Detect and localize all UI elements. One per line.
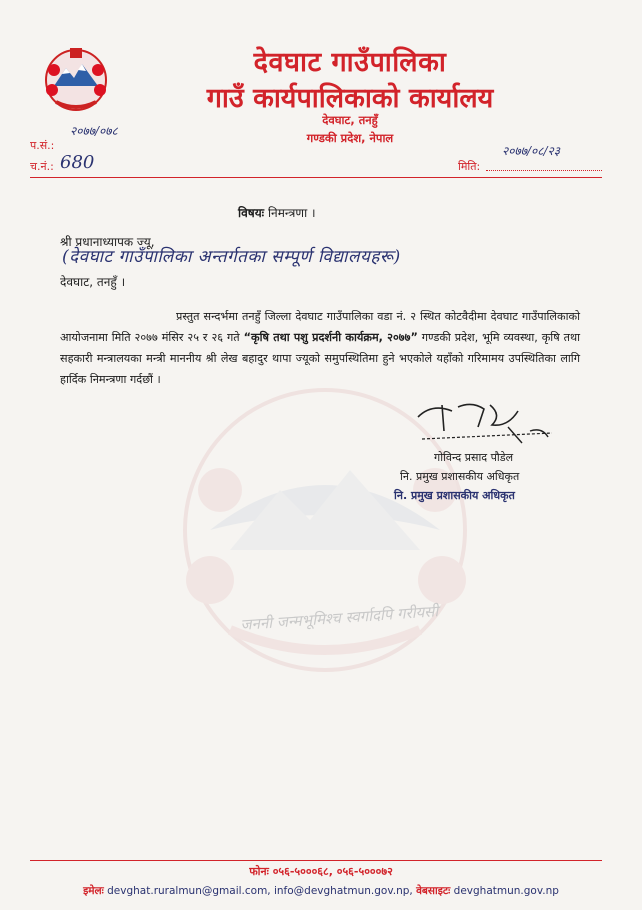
header-divider [30,177,602,178]
org-name: देवघाट गाउँपालिका [253,47,447,78]
footer-contact [0,884,642,898]
para-part-2: गण्डकी प्रदेश, भूमि व्यवस्था, कृषि तथा सहकारी मन्त्रालयका मन्त्री माननीय श्री लेख बहादुर थापा ज्यूको समुपस्थितिमा हुने भएकोले यहाँको गरिमामय उपस्थितिका लागि हार्दिक निमन्त्रणा गर्दछौं । [60,331,581,386]
subject-line [238,204,316,221]
addressee-line-1: श्री प्रधानाध्यापक ज्यू, [60,235,155,249]
date-dotted-line [486,170,602,171]
footer-phone: फोनः ०५६-५०००६८, ०५६-५०००७२ [249,865,393,878]
date-label: मिति: [458,160,481,173]
chalan-number-value: 680 [60,152,95,173]
signatory-name: गोविन्द प्रसाद पौडेल [434,451,514,464]
office-name: गाउँ कार्यपालिकाको कार्यालय [206,83,494,114]
subject-label: विषयः [238,206,265,220]
watermark-motto: जननी जन्मभूमिश्च स्वर्गादपि गरीयसी [239,602,439,634]
signatory-title: नि. प्रमुख प्रशासकीय अधिकृत [400,470,520,483]
event-name: “कृषि तथा पशु प्रदर्शनी कार्यक्रम, २०७७” [243,331,418,344]
subject-text: निमन्त्रणा । [267,206,316,220]
address-line-1: देवघाट, तनहुँ [322,113,378,127]
date-value: २०७७/०८/२३ [502,144,561,158]
website-value: devghatmun.gov.np [453,885,559,897]
signature-scrawl [412,397,562,445]
para-part-1: प्रस्तुत सन्दर्भमा तनहुँ जिल्ला देवघाट गाउँपालिका वडा नं. २ स्थित कोटवैदीमा देवघाट गाउँपालिकाको आयोजनामा मिति २०७७ मंसिर २५ र २६ गते [60,310,580,344]
website-label: वेबसाइटः [416,885,451,897]
footer-divider [30,860,602,861]
ref-number-label: प.सं.: [30,139,55,152]
addressee-line-3: देवघाट, तनहुँ । [60,275,126,289]
nepal-emblem-icon [40,44,112,114]
addressee-handwritten: (देवघाट गाउँपालिका अन्तर्गतका सम्पूर्ण विद्यालयहरू) [62,247,401,267]
email-value: devghat.ruralmun@gmail.com, info@devghatmun.gov.np, [107,885,413,897]
ref-number-value: २०७७/०७८ [70,124,118,138]
chalan-number-label: च.नं.: [30,160,54,173]
body-paragraph [60,306,580,390]
address-line-2: गण्डकी प्रदेश, नेपाल [306,131,394,145]
email-label: इमेलः [83,885,104,897]
official-stamp: नि. प्रमुख प्रशासकीय अधिकृत [394,489,515,502]
